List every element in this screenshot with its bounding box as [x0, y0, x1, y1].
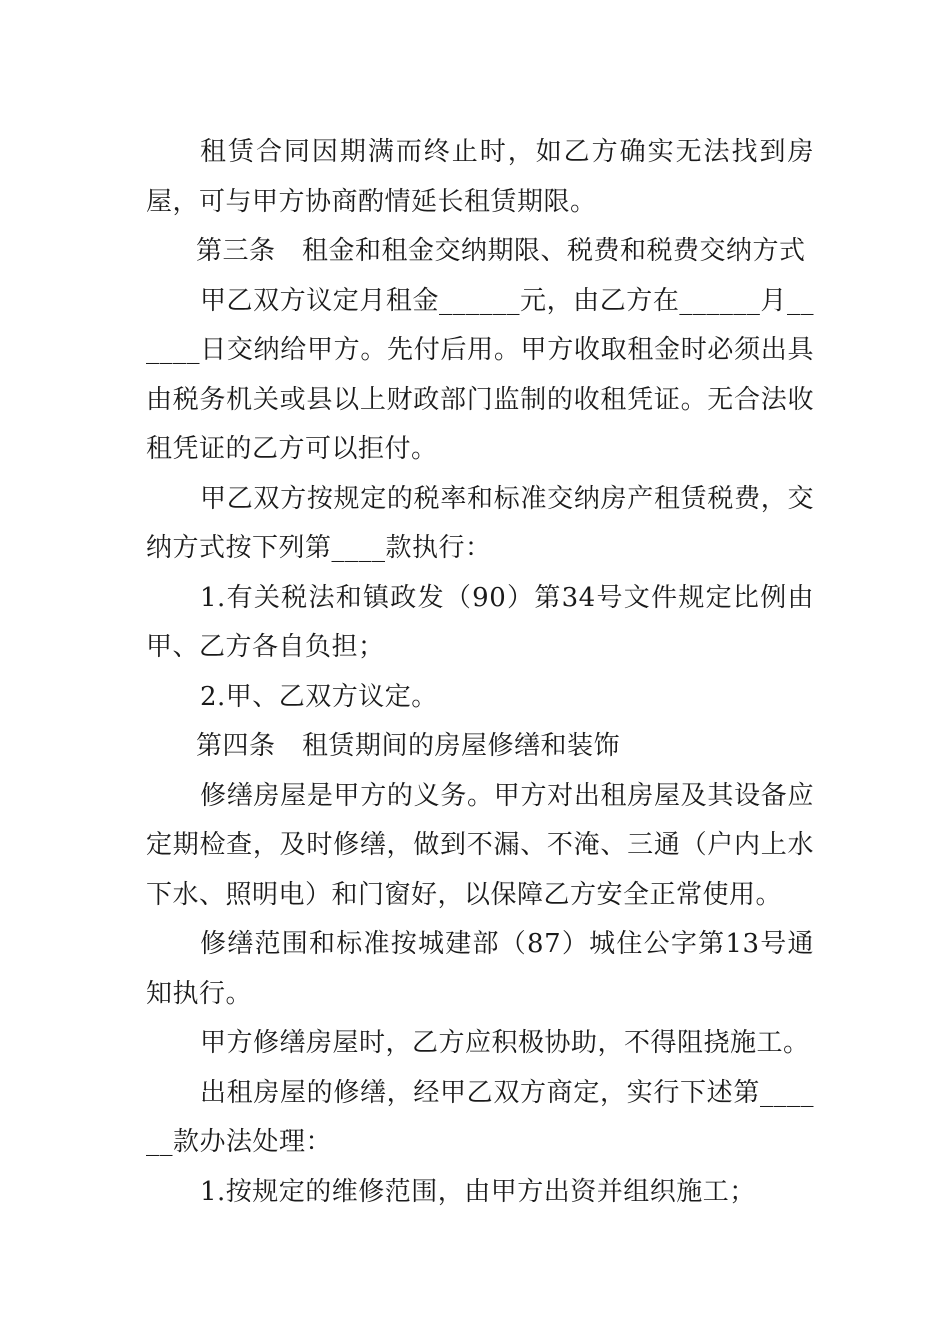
paragraph-tax-payment: 甲乙双方按规定的税率和标准交纳房产租赁税费，交纳方式按下列第____款执行：: [146, 483, 814, 563]
paragraph-repair-scope: 修缮范围和标准按城建部（87）城住公字第13号通知执行。: [146, 929, 814, 1009]
paragraph-repair-method: 出租房屋的修缮，经甲乙双方商定，实行下述第______款办法处理：: [146, 1077, 814, 1157]
paragraph-tenant-assist: 甲方修缮房屋时，乙方应积极协助，不得阻挠施工。: [200, 1028, 810, 1058]
list-item-tax-option-1: 1.有关税法和镇政发（90）第34号文件规定比例由甲、乙方各自负担；: [146, 582, 814, 662]
list-item-repair-option-1: 1.按规定的维修范围，由甲方出资并组织施工；: [200, 1176, 756, 1207]
paragraph-rent-amount: 甲乙双方议定月租金______元，由乙方在______月______日交纳给甲方。先付后用。甲方收取租金时必须出具由税务机关或县以上财政部门监制的收租凭证。无合法收租凭证的乙方可以拒付。: [146, 285, 814, 464]
list-item-tax-option-2: 2.甲、乙双方议定。: [200, 681, 438, 712]
article-3-heading: 第三条 租金和租金交纳期限、税费和税费交纳方式: [196, 236, 806, 266]
paragraph-repair-duty: 修缮房屋是甲方的义务。甲方对出租房屋及其设备应定期检查，及时修缮，做到不漏、不淹、三通（户内上水下水、照明电）和门窗好，以保障乙方安全正常使用。: [146, 780, 814, 910]
paragraph-lease-extension: 租赁合同因期满而终止时，如乙方确实无法找到房屋，可与甲方协商酌情延长租赁期限。: [146, 137, 814, 217]
article-4-heading: 第四条 租赁期间的房屋修缮和装饰: [196, 731, 621, 761]
document-body: [146, 128, 814, 1217]
